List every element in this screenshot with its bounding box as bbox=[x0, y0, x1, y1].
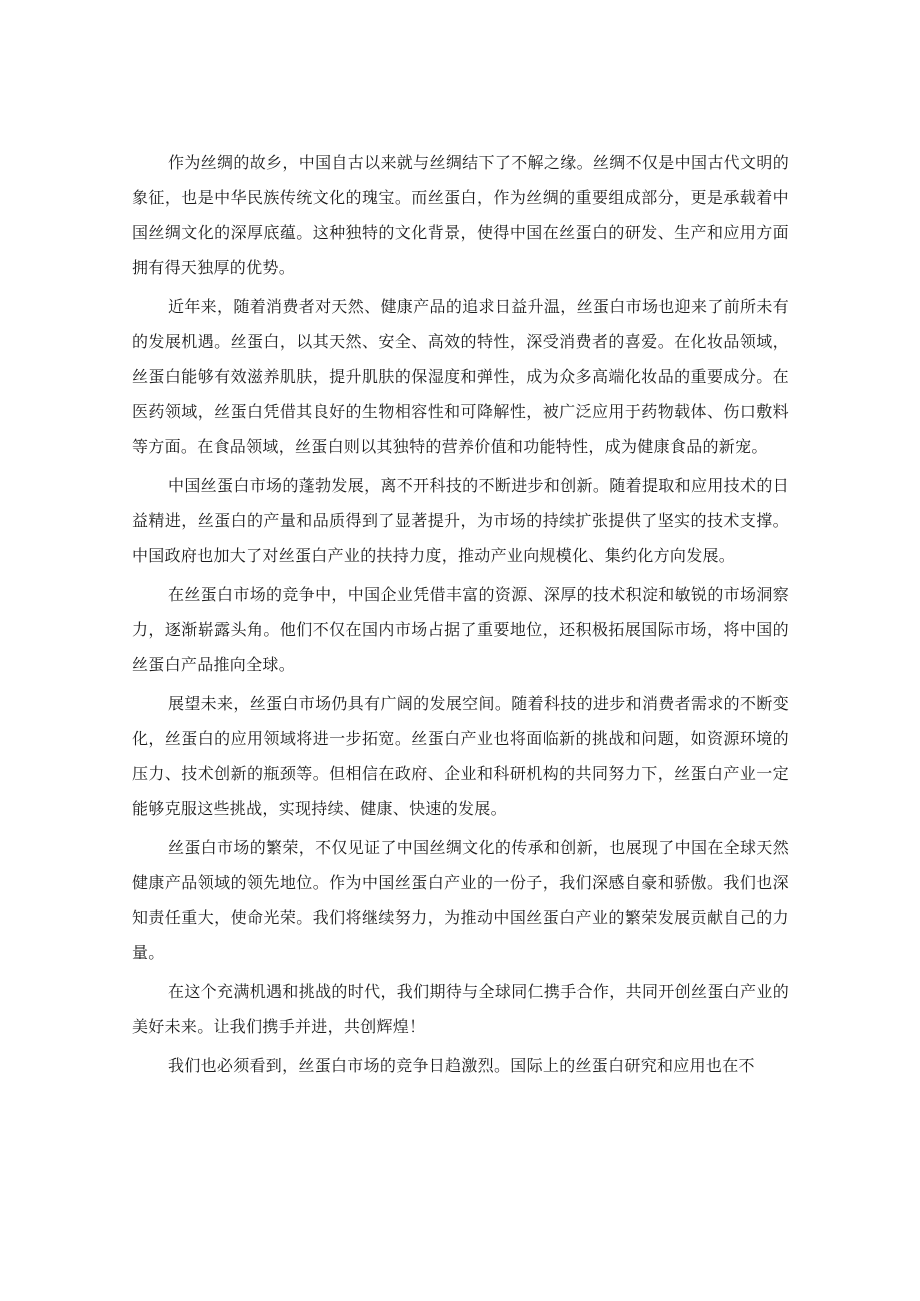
paragraph-2: 近年来，随着消费者对天然、健康产品的追求日益升温，丝蛋白市场也迎来了前所未有的发展机遇。丝蛋白，以其天然、安全、高效的特性，深受消费者的喜爱。在化妆品领域，丝蛋白能够有效滋养肌肤，提升肌肤的保湿度和弹性，成为众多高端化妆品的重要成分。在医药领域，丝蛋白凭借其良好的生物相容性和可降解性，被广泛应用于药物载体、伤口敷料等方面。在食品领域，丝蛋白则以其独特的营养价值和功能特性，成为健康食品的新宠。 bbox=[132, 297, 789, 456]
paragraph-5: 展望未来，丝蛋白市场仍具有广阔的发展空间。随着科技的进步和消费者需求的不断变化，丝蛋白的应用领域将进一步拓宽。丝蛋白产业也将面临新的挑战和问题，如资源环境的压力、技术创新的瓶颈等。但相信在政府、企业和科研机构的共同努力下，丝蛋白产业一定能够克服这些挑战，实现持续、健康、快速的发展。 bbox=[132, 694, 789, 818]
paragraph-7: 在这个充满机遇和挑战的时代，我们期待与全球同仁携手合作，共同开创丝蛋白产业的美好未来。让我们携手并进，共创辉煌！ bbox=[132, 982, 789, 1036]
paragraph-8: 我们也必须看到，丝蛋白市场的竞争日趋激烈。国际上的丝蛋白研究和应用也在不 bbox=[168, 1056, 755, 1075]
paragraph-1: 作为丝绸的故乡，中国自古以来就与丝绸结下了不解之缘。丝绸不仅是中国古代文明的象征，也是中华民族传统文化的瑰宝。而丝蛋白，作为丝绸的重要组成部分，更是承载着中国丝绸文化的深厚底蕴。这种独特的文化背景，使得中国在丝蛋白的研发、生产和应用方面拥有得天独厚的优势。 bbox=[132, 153, 789, 277]
paragraph-4: 在丝蛋白市场的竞争中，中国企业凭借丰富的资源、深厚的技术积淀和敏锐的市场洞察力，逐渐崭露头角。他们不仅在国内市场占据了重要地位，还积极拓展国际市场，将中国的丝蛋白产品推向全球。 bbox=[132, 585, 789, 674]
paragraph-6: 丝蛋白市场的繁荣，不仅见证了中国丝绸文化的传承和创新，也展现了中国在全球天然健康产品领域的领先地位。作为中国丝蛋白产业的一份子，我们深感自豪和骄傲。我们也深知责任重大，使命光荣。我们将继续努力，为推动中国丝蛋白产业的繁荣发展贡献自己的力量。 bbox=[132, 838, 789, 962]
paragraph-3: 中国丝蛋白市场的蓬勃发展，离不开科技的不断进步和创新。随着提取和应用技术的日益精进，丝蛋白的产量和品质得到了显著提升，为市场的持续扩张提供了坚实的技术支撑。中国政府也加大了对丝蛋白产业的扶持力度，推动产业向规模化、集约化方向发展。 bbox=[132, 476, 789, 565]
document-page bbox=[132, 145, 789, 1083]
